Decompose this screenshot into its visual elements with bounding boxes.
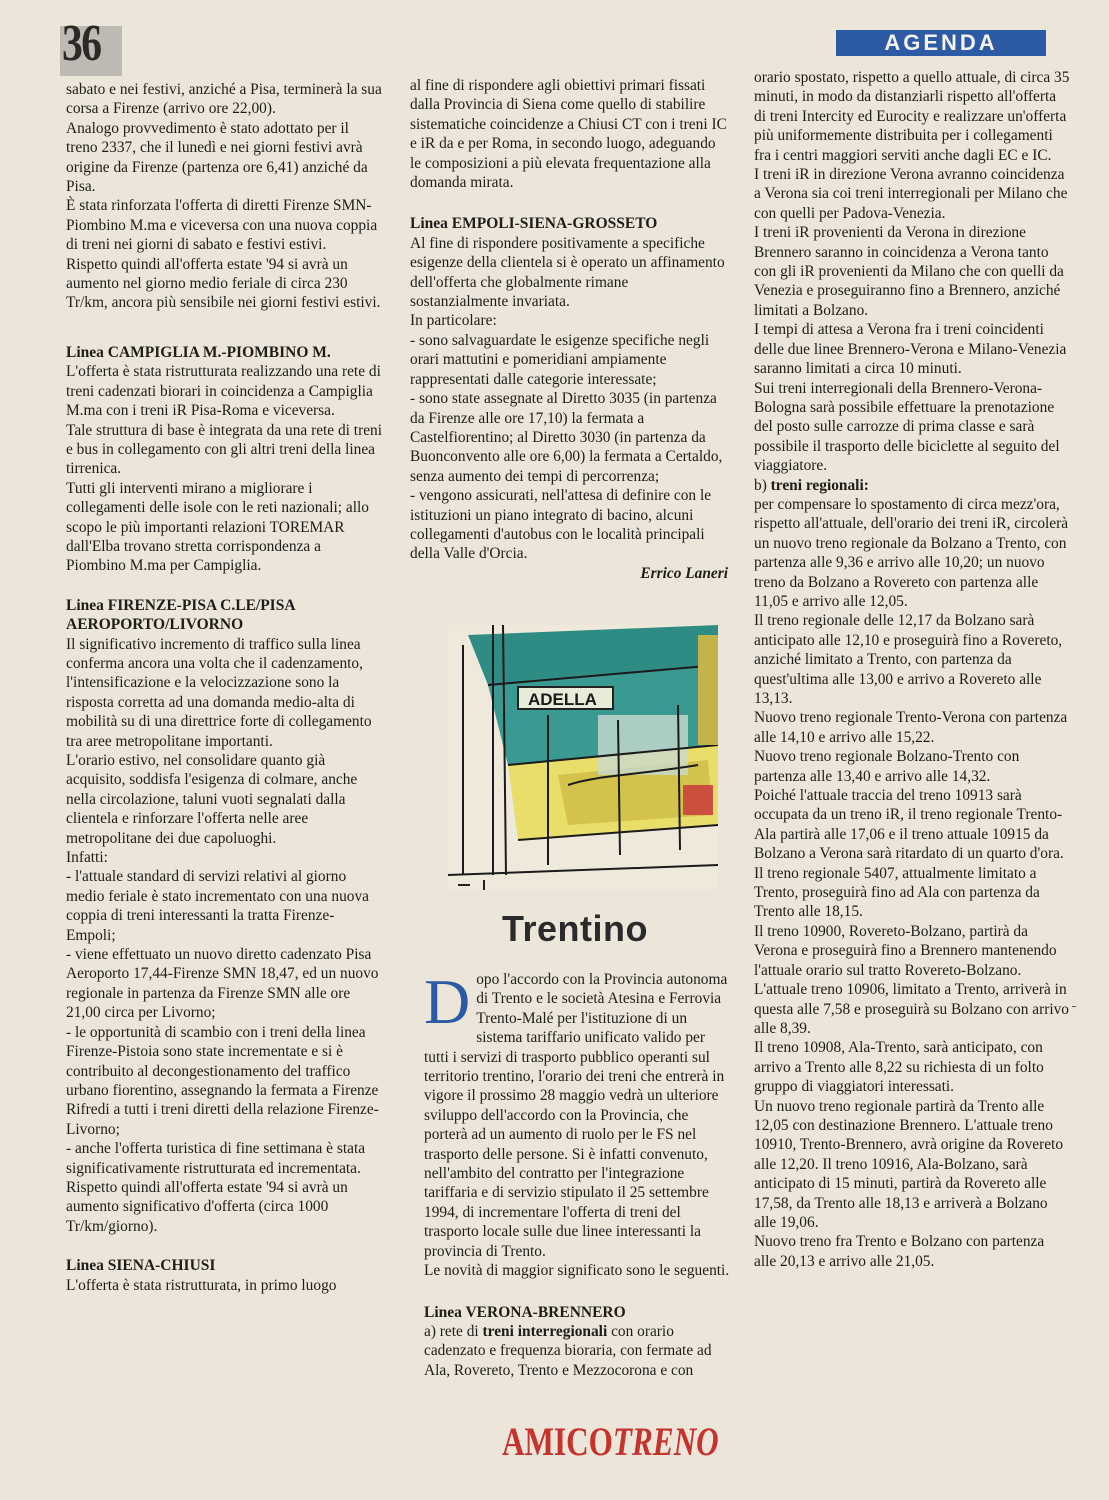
paragraph: In particolare: (410, 312, 497, 330)
paragraph: I tempi di attesa a Verona fra i treni coincidenti delle due linee Brennero-Verona e Milano-Venezia saranno limitati a circa 10 minuti. (754, 321, 1067, 378)
text-run: a) rete di (424, 1322, 483, 1340)
paragraph: Il significativo incremento di traffico sulla linea conferma ancora una volta che il cadenzamento, l'intensificazione e la velocizzazione sono la risposta corretta ad una domanda medio-alta di mobilità su di una direttrice forte di collegamento tra aree metropolitane importanti. (66, 635, 372, 750)
column-3 (754, 68, 1070, 1271)
column-1 (66, 80, 382, 1295)
paragraph: Tale struttura di base è integrata da una rete di treni e bus in collegamento con gli altri treni della linea tirrenica. (66, 421, 383, 478)
paragraph: sabato e nei festivi, anziché a Pisa, terminerà la sua corsa a Firenze (arrivo ore 22,00). (66, 81, 382, 118)
section-title: Trentino (502, 908, 648, 949)
author-signature: Errico Laneri (640, 564, 728, 582)
paragraph: Nuovo treno regionale Trento-Verona con partenza alle 14,10 e arrivo alle 15,22. (754, 709, 1068, 746)
paragraph: Il treno regionale delle 12,17 da Bolzano sarà anticipato alle 12,10 e proseguirà fino a Rovereto, anziché limitato a Trento, con partenza da quest'ultima alle 13,00 e arrivo a Rovereto alle 13,13. (754, 612, 1063, 707)
paragraph: Rispetto quindi all'offerta estate '94 si avrà un aumento nel giorno medio feriale di circa 230 Tr/km, ancora più sensibile nei giorni festivi estivi. (66, 255, 381, 312)
paragraph: I treni iR provenienti da Verona in direzione Brennero saranno in coincidenza a Verona tanto con gli iR provenienti da Milano che con quelli da Venezia e proseguiranno fino a Brennero, anziché limitati a Bolzano. (754, 224, 1064, 319)
bold-term: treni interregionali (482, 1322, 608, 1340)
paragraph: - l'attuale standard di servizi relativi al giorno medio feriale è stato incrementato con una nuova coppia di treni interessanti la tratta Firenze-Empoli; (66, 868, 369, 944)
paragraph: per compensare lo spostamento di circa mezz'ora, rispetto all'attuale, dell'orario dei treni iR, circolerà un nuovo treno regionale da Bolzano a Trento, con partenza alle 9,36 e arrivo alle 10,20; un nuovo treno da Bolzano a Rovereto con partenza alle 11,05 e arrivo alle 12,05. (754, 495, 1069, 610)
column-2 (410, 76, 728, 583)
paragraph: I treni iR in direzione Verona avranno coincidenza a Verona sia coi treni interregionali per Milano che con quelli per Padova-Venezia. (754, 166, 1068, 222)
paragraph: Rispetto quindi all'offerta estate '94 si avrà un aumento significativo d'offerta (circa 1000 Tr/km/giorno). (66, 1178, 348, 1235)
paragraph (424, 1322, 730, 1380)
margin-mark (1072, 1006, 1076, 1007)
section-heading: Linea CAMPIGLIA M.-PIOMBINO M. (66, 343, 331, 361)
station-illustration (448, 625, 718, 890)
magazine-brand (502, 1418, 719, 1465)
paragraph: L'offerta è stata ristrutturata, in primo luogo (66, 1276, 337, 1294)
brand-part: TRENO (612, 1419, 719, 1464)
paragraph: Un nuovo treno regionale partirà da Trento alle 12,05 con destinazione Brennero. L'attuale treno 10910, Trento-Brennero, avrà origine da Rovereto alle 12,20. Il treno 10916, Ala-Bolzano, sarà anticipato di 15 minuti, partirà da Rovereto alle 17,58, da Trento alle 18,13 e arriverà a Bolzano alle 19,06. (754, 1097, 1064, 1231)
paragraph: L'offerta è stata ristrutturata realizzando una rete di treni cadenzati biorari in coincidenza a Campiglia M.ma con i treni iR Pisa-Roma e viceversa. (66, 363, 381, 420)
station-sign: ADELLA (528, 690, 597, 709)
brand-part: AMICO (502, 1419, 613, 1464)
paragraph (754, 476, 1070, 495)
paragraph: - sono state assegnate al Diretto 3035 (in partenza da Firenze alle ore 17,10) la fermata a Castelfiorentino; al Diretto 3030 (in partenza da Buonconvento alle ore 6,00) la fermata a Certaldo, senza aumento dei tempi di percorrenza; (410, 390, 723, 485)
text-run: b) (754, 476, 771, 494)
text-run: con orario cadenzato e frequenza bioraria, con fermate ad Ala, Rovereto, Trento e Mezzocorona e con (424, 1322, 712, 1379)
paragraph: Poiché l'attuale traccia del treno 10913 sarà occupata da un treno iR, il treno regionale Trento-Ala partirà alle 17,06 e il treno attuale 10915 da Bolzano a Verona sarà ritardato di un quarto d'ora. (754, 787, 1064, 863)
section-heading: Linea EMPOLI-SIENA-GROSSETO (410, 215, 658, 233)
paragraph (424, 966, 730, 1261)
section-heading: Linea SIENA-CHIUSI (66, 1257, 216, 1275)
trentino-article (424, 966, 730, 1380)
paragraph: Al fine di rispondere positivamente a specifiche esigenze della clientela si è operato un affinamento dell'offerta che globalmente rimane sostanzialmente invariata. (410, 234, 725, 311)
paragraph: - viene effettuato un nuovo diretto cadenzato Pisa Aeroporto 17,44-Firenze SMN 18,47, ed un nuovo regionale in partenza da Firenze SMN alle ore 21,00 circa per Livorno; (66, 946, 379, 1022)
paragraph: Il treno 10908, Ala-Trento, sarà anticipato, con arrivo a Trento alle 8,22 su richiesta di un folto gruppo di viaggiatori interessati. (754, 1039, 1044, 1096)
paragraph: Infatti: (66, 849, 108, 867)
paragraph: Il treno regionale 5407, attualmente limitato a Trento, proseguirà fino ad Ala con partenza da Trento alle 18,15. (754, 864, 1040, 921)
page-number: 36 (62, 15, 101, 72)
paragraph: Sui treni interregionali della Brennero-Verona-Bologna sarà possibile effettuare la prenotazione del posto sulle carrozze di prima classe e sarà possibile il trasporto delle biciclette al seguito del viaggiatore. (754, 379, 1060, 475)
paragraph: Nuovo treno regionale Bolzano-Trento con partenza alle 13,40 e arrivo alle 14,32. (754, 748, 1020, 785)
paragraph: Nuovo treno fra Trento e Bolzano con partenza alle 20,13 e arrivo alle 21,05. (754, 1233, 1045, 1270)
paragraph: Il treno 10900, Rovereto-Bolzano, partirà da Verona e proseguirà fino a Brennero mantenendo l'attuale orario sul tratto Rovereto-Bolzano. (754, 922, 1057, 979)
paragraph: - sono salvaguardate le esigenze specifiche negli orari mattutini e pomeridiani ampiamente rappresentati dalle categorie interessate; (410, 331, 710, 388)
paragraph: Analogo provvedimento è stato adottato per il treno 2337, che il lunedì e nei giorni festivi avrà origine da Firenze (partenza ore 6,41) anziché da Pisa. (66, 119, 368, 196)
paragraph: - vengono assicurati, nell'attesa di definire con le istituzioni un piano integrato di bacino, alcuni collegamenti d'autobus con le località principali della Valle d'Orcia. (410, 487, 712, 563)
section-banner: AGENDA (836, 30, 1046, 56)
paragraph: orario spostato, rispetto a quello attuale, di circa 35 minuti, in modo da distanziarli rispetto all'offerta di treni Intercity ed Eurocity e realizzare un'offerta più uniformemente distribuita per i collegamenti fra i centri maggiori serviti anche dagli EC e IC. (754, 69, 1070, 164)
paragraph: Le novità di maggior significato sono le seguenti. (424, 1262, 730, 1280)
paragraph: L'attuale treno 10906, limitato a Trento, arriverà in questa alle 7,58 e proseguirà su Bolzano con arrivo alle 8,39. (754, 981, 1069, 1037)
paragraph-text: opo l'accordo con la Provincia autonoma di Trento e le società Atesina e Ferrovia Trento-Malé per l'istituzione di un sistema tariffario unificato valido per tutti i servizi di trasporto pubblico operanti sul territorio trentino, l'orario dei treni che entrerà in vigore il prossimo 28 maggio vedrà un ulteriore sviluppo dell'accordo con la Provincia, che porterà ad un aumento di ruolo per le FS nel trasporto delle persone. Si è infatti convenuto, nell'ambito del contratto per l'integrazione tariffaria e di servizio stipulato il 25 settembre 1994, di incrementare l'offerta di treni del trasporto locale sulle due linee interessanti la provincia di Trento. (424, 971, 728, 1260)
section-heading: Linea VERONA-BRENNERO (424, 1303, 626, 1321)
paragraph: - anche l'offerta turistica di fine settimana è stata significativamente ristrutturata ed incrementata. (66, 1140, 366, 1177)
paragraph: al fine di rispondere agli obiettivi primari fissati dalla Provincia di Siena come quello di stabilire sistematiche coincidenze a Chiusi CT con i treni IC e iR da e per Roma, in secondo luogo, adeguando le composizioni a più elevata frequentazione alla domanda mirata. (410, 77, 727, 192)
paragraph: Tutti gli interventi mirano a migliorare i collegamenti delle isole con le reti nazionali; allo scopo le più importanti relazioni TOREMAR dall'Elba trovano stretta corrispondenza a Piombino M.ma per Campiglia. (66, 479, 369, 575)
paragraph: L'orario estivo, nel consolidare quanto già acquisito, soddisfa l'esigenza di colmare, anche nella circolazione, taluni vuoti segnalati dalla clientela e rinforzare l'offerta nelle aree metropolitane dei due capoluoghi. (66, 752, 358, 847)
paragraph: - le opportunità di scambio con i treni della linea Firenze-Pistoia sono state incrementate e si è contribuito al decongestionamento del traffico urbano fiorentino, assegnando la fermata a Firenze Rifredi a tutti i treni diretti della relazione Firenze-Livorno; (66, 1023, 379, 1138)
section-heading: Linea FIRENZE-PISA C.LE/PISA AEROPORTO/LIVORNO (66, 596, 295, 634)
drop-cap: D (424, 966, 471, 1037)
bold-term: treni regionali: (770, 476, 869, 494)
paragraph: È stata rinforzata l'offerta di diretti Firenze SMN-Piombino M.ma e viceversa con una nuova coppia di treni nei giorni di sabato e festivi estivi. (66, 197, 378, 254)
